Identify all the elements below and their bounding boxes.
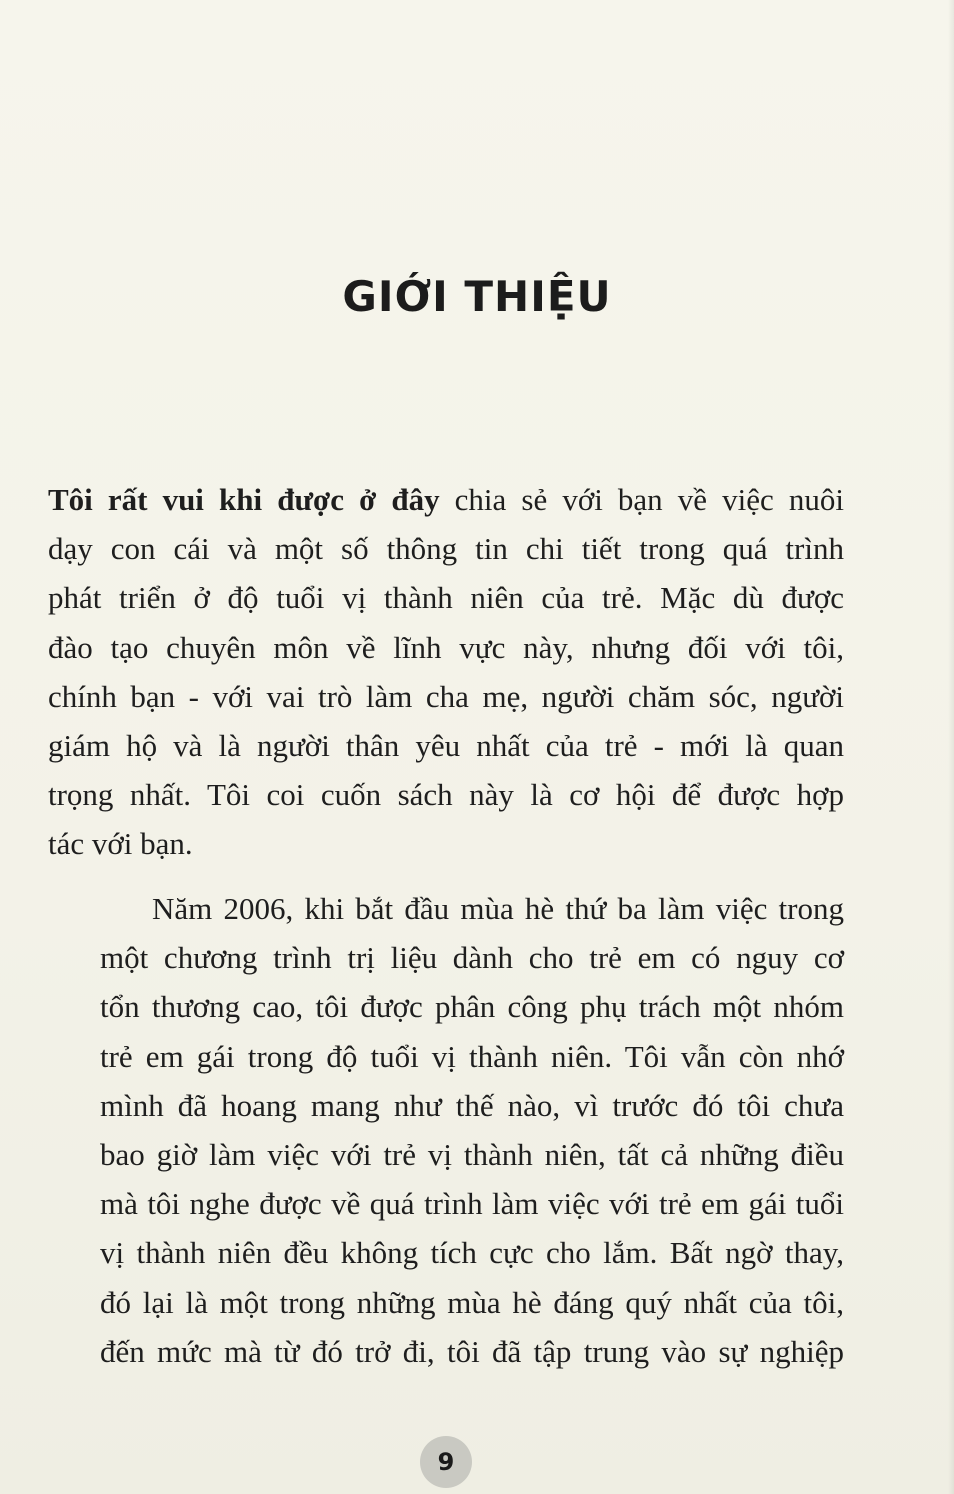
story-paragraph	[48, 884, 844, 1376]
text-line: tổn thương cao, tôi được phân công phụ trách một nhóm	[100, 989, 844, 1025]
text-line: dạy con cái và một số thông tin chi tiết trong quá trình	[48, 531, 844, 567]
text-line: vị thành niên đều không tích cực cho lắm. Bất ngờ thay,	[100, 1235, 844, 1271]
page-number-badge: 9	[420, 1436, 472, 1488]
text-line: một chương trình trị liệu dành cho trẻ em có nguy cơ	[100, 940, 844, 976]
text-line: mình đã hoang mang như thế nào, vì trước đó tôi chưa	[100, 1087, 844, 1123]
chapter-title: GIỚI THIỆU	[342, 272, 612, 321]
page-footer	[0, 1436, 954, 1486]
text-line: Năm 2006, khi bắt đầu mùa hè thứ ba làm việc trong	[152, 891, 844, 926]
text-line: trọng nhất. Tôi coi cuốn sách này là cơ hội để được hợp	[48, 777, 844, 813]
text-line: đào tạo chuyên môn về lĩnh vực này, nhưng đối với tôi,	[48, 629, 844, 665]
text-line: đó lại là một trong những mùa hè đáng quý nhất của tôi,	[100, 1284, 844, 1320]
text-line: mà tôi nghe được về quá trình làm việc với trẻ em gái tuổi	[100, 1186, 844, 1222]
text-line: tác với bạn.	[48, 826, 193, 862]
page-edge-shadow	[948, 0, 954, 1494]
lead-phrase: Tôi rất vui khi được ở đây	[48, 482, 440, 517]
text-line: giám hộ và là người thân yêu nhất của trẻ - mới là quan	[48, 728, 844, 764]
text-line: đến mức mà từ đó trở đi, tôi đã tập trung vào sự nghiệp	[100, 1333, 844, 1369]
text-line: bao giờ làm việc với trẻ vị thành niên, tất cả những điều	[100, 1137, 844, 1173]
intro-paragraph	[48, 475, 844, 869]
text-line: trẻ em gái trong độ tuổi vị thành niên. Tôi vẫn còn nhớ	[100, 1038, 844, 1074]
text-line: phát triển ở độ tuổi vị thành niên của trẻ. Mặc dù được	[48, 580, 844, 616]
lead-line-rest: chia sẻ với bạn về việc nuôi	[439, 482, 844, 517]
text-line	[48, 475, 844, 524]
text-line: chính bạn - với vai trò làm cha mẹ, người chăm sóc, người	[48, 678, 844, 714]
